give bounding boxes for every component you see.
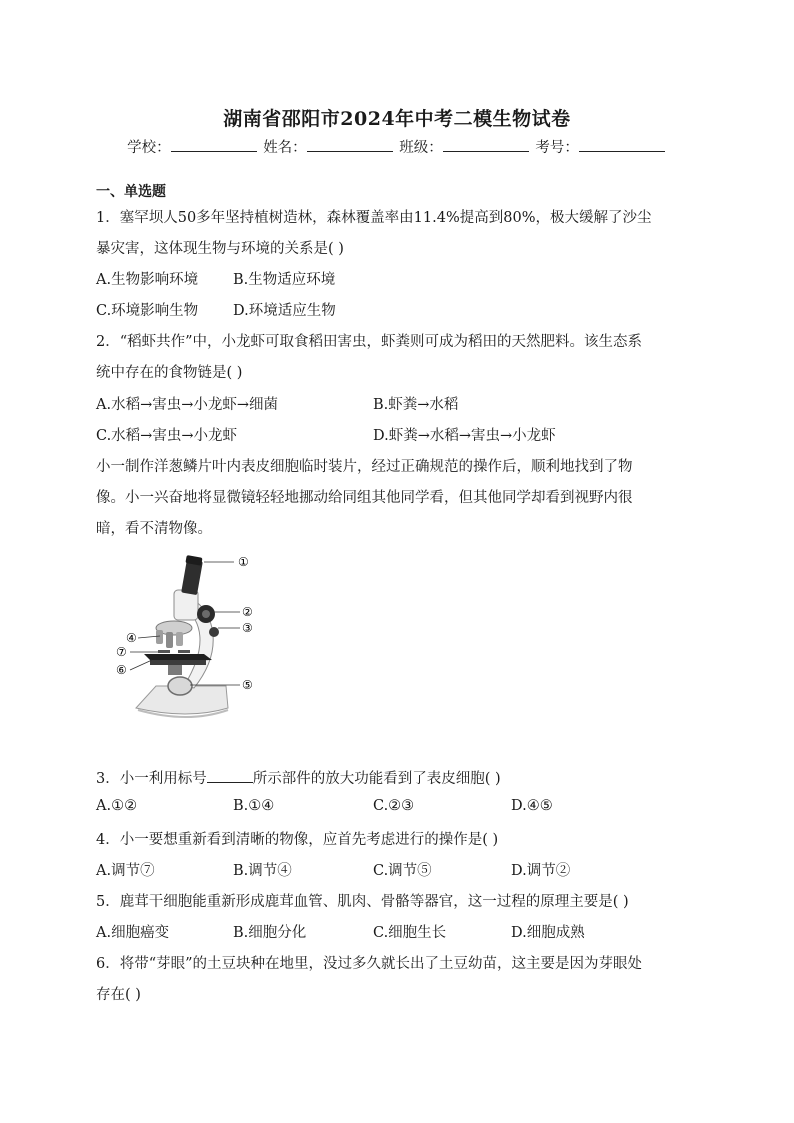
q2-stem-line2: 统中存在的食物链是( ) <box>96 365 243 381</box>
label-1: ① <box>238 555 249 569</box>
microscope-figure <box>108 548 268 726</box>
passage-line3: 暗，看不清物像。 <box>96 521 212 537</box>
q2-option-a[interactable]: A.水稻→害虫→小龙虾→细菌 <box>96 397 279 413</box>
q5-option-a[interactable]: A.细胞癌变 <box>96 925 170 941</box>
q2-option-c[interactable]: C.水稻→害虫→小龙虾 <box>96 428 237 444</box>
q5-option-c[interactable]: C.细胞生长 <box>373 925 447 941</box>
class-label: 班级： <box>399 140 443 156</box>
name-blank[interactable] <box>307 137 393 152</box>
q4-option-d[interactable]: D.调节② <box>511 863 571 879</box>
q1-option-a[interactable]: A.生物影响环境 <box>96 272 199 288</box>
school-label: 学校： <box>127 140 171 156</box>
q1-stem-line2: 暴灾害，这体现生物与环境的关系是( ) <box>96 241 344 257</box>
student-info-row <box>0 136 794 157</box>
q3-stem-part2: 所示部件的放大功能看到了表皮细胞( ) <box>252 771 501 787</box>
number-label: 考号： <box>535 140 579 156</box>
q1-option-c[interactable]: C.环境影响生物 <box>96 303 199 319</box>
passage-line1: 小一制作洋葱鳞片叶内表皮细胞临时装片，经过正确规范的操作后，顺利地找到了物 <box>96 459 633 475</box>
label-3: ③ <box>242 621 253 635</box>
q3-stem <box>96 767 501 788</box>
q6-stem-line1: 6．将带“芽眼”的土豆块种在地里，没过多久就长出了土豆幼苗，这主要是因为芽眼处 <box>96 956 643 972</box>
page-title: 湖南省邵阳市2024年中考二模生物试卷 <box>223 108 571 130</box>
q3-stem-part1: 3．小一利用标号 <box>96 771 207 787</box>
class-blank[interactable] <box>443 137 529 152</box>
label-6: ⑥ <box>116 663 127 677</box>
q5-option-d[interactable]: D.细胞成熟 <box>511 925 585 941</box>
q1-option-b[interactable]: B.生物适应环境 <box>233 272 336 288</box>
q2-stem-line1: 2．“稻虾共作”中，小龙虾可取食稻田害虫，虾粪则可成为稻田的天然肥料。该生态系 <box>96 334 643 350</box>
q3-option-c[interactable]: C.②③ <box>373 798 415 814</box>
name-label: 姓名： <box>263 140 307 156</box>
school-blank[interactable] <box>171 137 257 152</box>
section-heading: 一、单选题 <box>96 184 166 200</box>
q1-stem-line1: 1．塞罕坝人50多年坚持植树造林，森林覆盖率由11.4%提高到80%，极大缓解了沙尘 <box>96 210 652 226</box>
q5-option-b[interactable]: B.细胞分化 <box>233 925 307 941</box>
label-4: ④ <box>126 631 137 645</box>
q3-answer-blank[interactable] <box>207 768 253 783</box>
q4-option-a[interactable]: A.调节⑦ <box>96 863 155 879</box>
q5-stem: 5．鹿茸干细胞能重新形成鹿茸血管、肌肉、骨骼等器官，这一过程的原理主要是( ) <box>96 894 629 910</box>
q2-option-b[interactable]: B.虾粪→水稻 <box>373 397 459 413</box>
q4-option-c[interactable]: C.调节⑤ <box>373 863 432 879</box>
label-7: ⑦ <box>116 645 127 659</box>
q2-option-d[interactable]: D.虾粪→水稻→害虫→小龙虾 <box>373 428 556 444</box>
label-5: ⑤ <box>242 678 253 692</box>
q1-option-d[interactable]: D.环境适应生物 <box>233 303 336 319</box>
q4-option-b[interactable]: B.调节④ <box>233 863 292 879</box>
q3-option-a[interactable]: A.①② <box>96 798 138 814</box>
q3-option-b[interactable]: B.①④ <box>233 798 275 814</box>
q3-option-d[interactable]: D.④⑤ <box>511 798 553 814</box>
microscope-illustration <box>108 548 268 726</box>
q4-stem: 4．小一要想重新看到清晰的物像，应首先考虑进行的操作是( ) <box>96 832 499 848</box>
number-blank[interactable] <box>579 137 665 152</box>
label-2: ② <box>242 605 253 619</box>
passage-line2: 像。小一兴奋地将显微镜轻轻地挪动给同组其他同学看，但其他同学却看到视野内很 <box>96 490 633 506</box>
q6-stem-line2: 存在( ) <box>96 987 141 1003</box>
